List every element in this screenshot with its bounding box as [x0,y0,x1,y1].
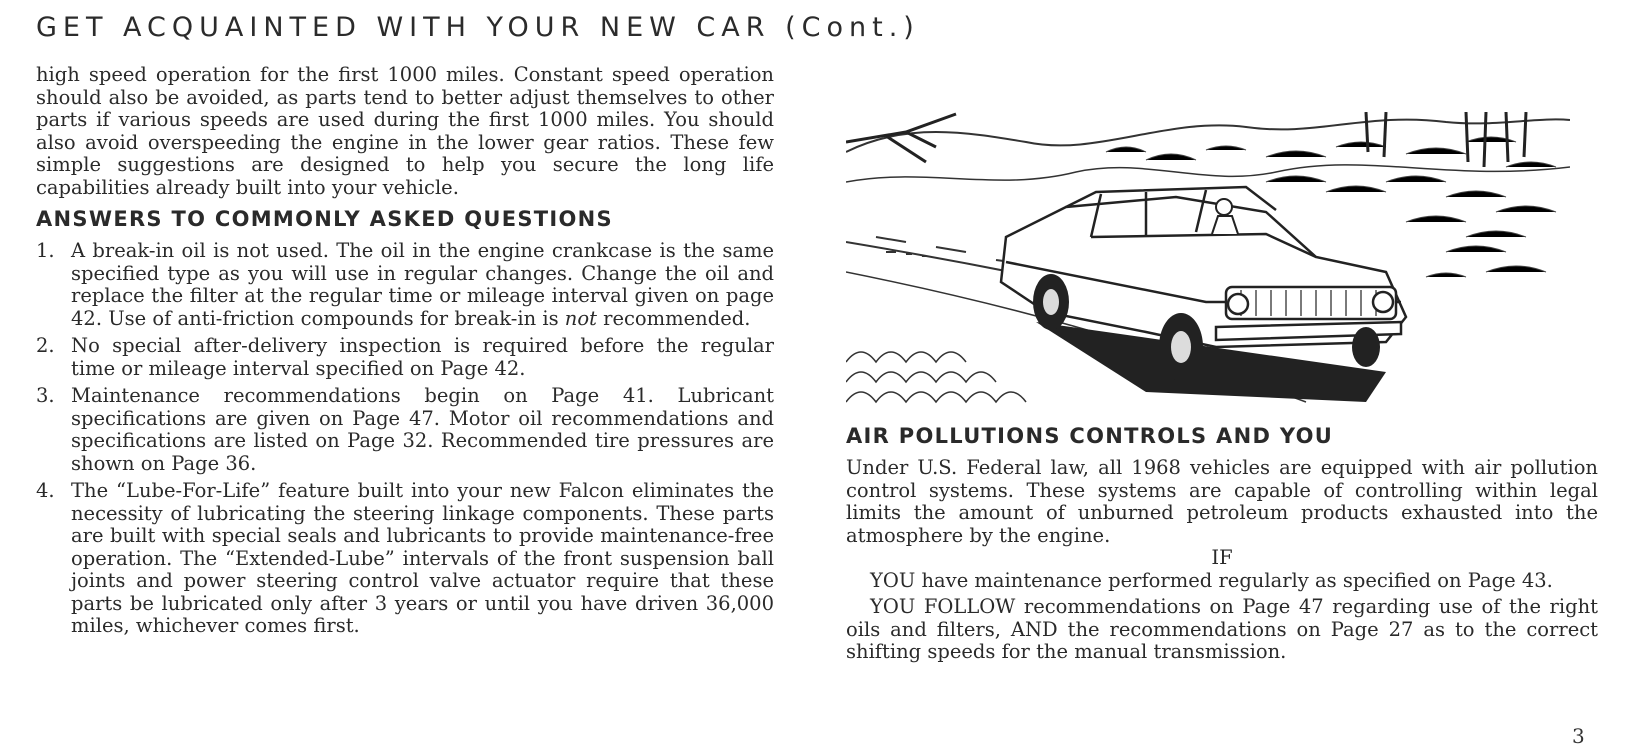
item-number: 3. [36,384,55,407]
right-column [846,112,1598,664]
if-label: IF [1211,546,1233,569]
condition-maintenance: YOU have maintenance performed regularly as specified on Page 43. [870,568,1553,592]
item-number: 4. [36,479,55,502]
intro-paragraph: high speed operation for the first 1000 miles. Constant speed operation should also be avoided, as parts tend to better adjust themselves to other parts if various speeds are used during the first 1000 miles. You should also avoid overspeeding the engine in the lower gear ratios. These few simple suggestions are designed to help you secure the long life capabilities already built into your vehicle. [36,63,774,199]
car-illustration [846,112,1570,412]
list-item [36,385,774,475]
condition-oils: YOU FOLLOW recommendations on Page 47 regarding use of the right oils and filters, AND the recommendations on Page 27 as to the correct shifting speeds for the manual transmission. [846,595,1598,663]
page-title: GET ACQUAINTED WITH YOUR NEW CAR (Cont.) [36,12,920,43]
left-column [36,64,774,643]
air-pollution-heading: AIR POLLUTIONS CONTROLS AND YOU [846,424,1334,448]
emphasis-word: not [564,306,597,330]
page-number: 3 [1572,724,1585,748]
item-text: Maintenance recommendations begin on Page 41. Lubricant specifications are given on Page 47. Motor oil recommendations and specifications are listed on Page 32. Recommended tire pressures are shown on Page 36. [71,384,774,475]
item-number: 2. [36,334,55,357]
list-item [36,240,774,330]
item-number: 1. [36,239,55,262]
questions-list [36,240,774,638]
air-paragraph: Under U.S. Federal law, all 1968 vehicles are equipped with air pollution control systems. These systems are capable of controlling within legal limits the amount of unburned petroleum products exhausted into the atmosphere by the engine. [846,456,1598,547]
item-text: The “Lube-For-Life” feature built into your new Falcon eliminates the necessity of lubricating the steering linkage components. These parts are built with special seals and lubricants to provide maintenance-free operation. The “Extended-Lube” intervals of the front suspension ball joints and power steering control valve actuator require that these parts be lubricated only after 3 years or until you have driven 36,000 miles, whichever comes first. [71,479,774,637]
item-text: A break-in oil is not used. The oil in the engine crankcase is the same specified type as you will use in regular changes. Change the oil and replace the filter at the regular time or mileage interval given on page 42. Use of anti-friction compounds for break-in is not recommended. [71,239,774,330]
list-item [36,335,774,380]
item-text: No special after-delivery inspection is required before the regular time or mileage interval specified on Page 42. [71,334,774,380]
list-item [36,480,774,638]
questions-heading: ANSWERS TO COMMONLY ASKED QUESTIONS [36,207,613,231]
